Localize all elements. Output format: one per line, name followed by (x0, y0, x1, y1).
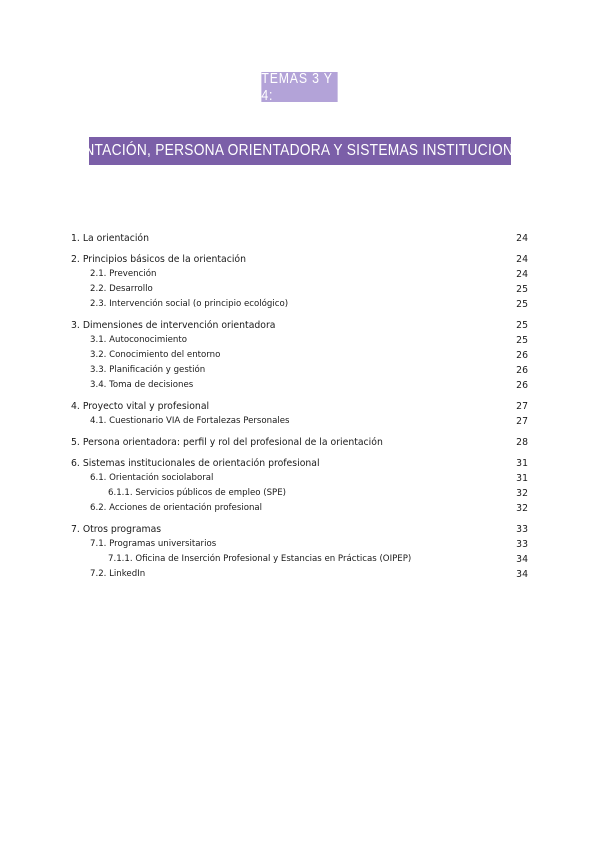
toc-entry-label: 6. Sistemas institucionales de orientación profesional (71, 458, 320, 469)
toc-entry-2[interactable] (71, 252, 528, 267)
toc-entry-5[interactable] (71, 435, 528, 450)
table-of-contents (71, 231, 528, 582)
toc-entry-label: 5. Persona orientadora: perfil y rol del profesional de la orientación (71, 437, 383, 448)
toc-entry-page: 31 (516, 473, 528, 484)
toc-entry-page: 25 (516, 335, 528, 346)
toc-entry-7-2[interactable] (71, 567, 528, 582)
toc-entry-2-1[interactable] (71, 267, 528, 282)
toc-entry-2-2[interactable] (71, 282, 528, 297)
toc-entry-6[interactable] (71, 456, 528, 471)
toc-entry-label: 7.1. Programas universitarios (90, 539, 217, 549)
document-title: ORIENTACIÓN, PERSONA ORIENTADORA Y SISTEMAS INSTITUCIONALES (50, 142, 550, 159)
toc-entry-2-3[interactable] (71, 297, 528, 312)
toc-entry-page: 25 (516, 320, 528, 331)
toc-entry-page: 31 (516, 458, 528, 469)
toc-entry-7-1[interactable] (71, 537, 528, 552)
toc-entry-3-1[interactable] (71, 333, 528, 348)
toc-entry-label: 7.2. LinkedIn (90, 569, 146, 579)
unit-label: TEMAS 3 Y 4: (261, 70, 333, 104)
toc-entry-1[interactable] (71, 231, 528, 246)
toc-entry-page: 24 (516, 254, 528, 265)
toc-entry-label: 2.1. Prevención (90, 269, 157, 279)
toc-entry-page: 26 (516, 350, 528, 361)
toc-entry-page: 26 (516, 365, 528, 376)
toc-entry-3-4[interactable] (71, 378, 528, 393)
toc-entry-page: 27 (516, 416, 528, 427)
toc-entry-6-1-1[interactable] (71, 486, 528, 501)
toc-entry-label: 4. Proyecto vital y profesional (71, 401, 210, 412)
toc-entry-label: 2.2. Desarrollo (90, 284, 153, 294)
toc-entry-label: 3.1. Autoconocimiento (90, 335, 188, 345)
toc-entry-page: 28 (516, 437, 528, 448)
toc-entry-label: 1. La orientación (71, 233, 149, 244)
toc-entry-3-2[interactable] (71, 348, 528, 363)
toc-entry-page: 34 (516, 569, 528, 580)
toc-entry-7[interactable] (71, 522, 528, 537)
toc-entry-label: 2.3. Intervención social (o principio ecológico) (90, 299, 289, 309)
toc-entry-page: 26 (516, 380, 528, 391)
toc-entry-label: 7.1.1. Oficina de Inserción Profesional y Estancias en Prácticas (OIPEP) (108, 554, 412, 564)
toc-entry-label: 3.4. Toma de decisiones (90, 380, 194, 390)
toc-entry-page: 33 (516, 539, 528, 550)
toc-entry-page: 33 (516, 524, 528, 535)
toc-entry-label: 3. Dimensiones de intervención orientadora (71, 320, 276, 331)
toc-entry-label: 6.2. Acciones de orientación profesional (90, 503, 263, 513)
toc-entry-label: 4.1. Cuestionario VIA de Fortalezas Personales (90, 416, 290, 426)
toc-entry-label: 6.1. Orientación sociolaboral (90, 473, 214, 483)
toc-entry-4[interactable] (71, 399, 528, 414)
toc-entry-6-1[interactable] (71, 471, 528, 486)
toc-entry-page: 24 (516, 269, 528, 280)
toc-entry-page: 24 (516, 233, 528, 244)
toc-entry-page: 25 (516, 284, 528, 295)
toc-entry-label: 3.2. Conocimiento del entorno (90, 350, 221, 360)
toc-entry-6-2[interactable] (71, 501, 528, 516)
toc-entry-page: 25 (516, 299, 528, 310)
unit-banner (261, 72, 337, 102)
toc-entry-4-1[interactable] (71, 414, 528, 429)
toc-entry-label: 6.1.1. Servicios públicos de empleo (SPE) (108, 488, 287, 498)
toc-entry-7-1-1[interactable] (71, 552, 528, 567)
toc-entry-page: 34 (516, 554, 528, 565)
toc-entry-page: 32 (516, 488, 528, 499)
title-banner (50, 137, 550, 165)
toc-entry-3[interactable] (71, 318, 528, 333)
toc-entry-label: 7. Otros programas (71, 524, 162, 535)
toc-entry-label: 2. Principios básicos de la orientación (71, 254, 246, 265)
toc-entry-label: 3.3. Planificación y gestión (90, 365, 206, 375)
toc-entry-page: 27 (516, 401, 528, 412)
toc-entry-page: 32 (516, 503, 528, 514)
toc-entry-3-3[interactable] (71, 363, 528, 378)
